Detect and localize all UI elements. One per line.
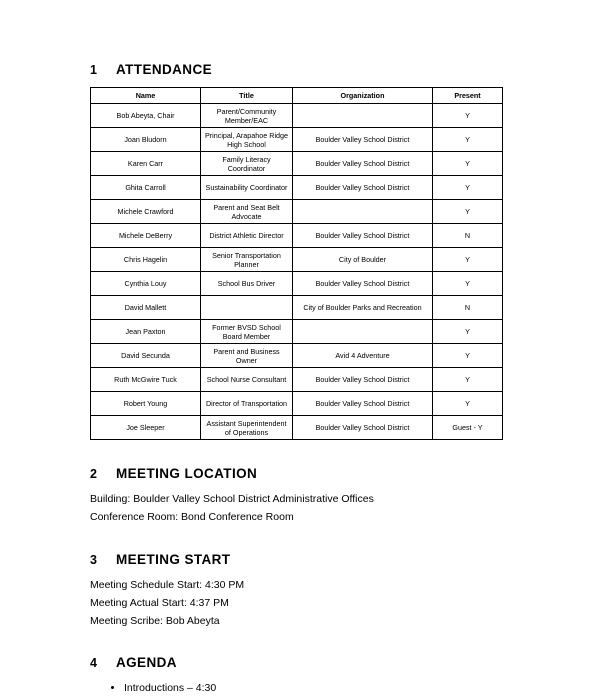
cell-present: Y: [433, 344, 503, 368]
table-row: [91, 296, 503, 320]
section-agenda: [90, 655, 522, 697]
section-title: ATTENDANCE: [116, 62, 212, 77]
column-header-name: Name: [91, 88, 201, 104]
table-row: [91, 176, 503, 200]
table-header-row: [91, 88, 503, 104]
cell-title: Director of Transportation: [201, 392, 293, 416]
cell-name: Michele DeBerry: [91, 224, 201, 248]
cell-present: Y: [433, 248, 503, 272]
cell-organization: Boulder Valley School District: [293, 152, 433, 176]
cell-present: Y: [433, 320, 503, 344]
cell-name: Robert Young: [91, 392, 201, 416]
table-row: [91, 320, 503, 344]
cell-organization: Boulder Valley School District: [293, 128, 433, 152]
section-heading-attendance: [90, 62, 522, 77]
cell-name: Jean Paxton: [91, 320, 201, 344]
cell-name: Ghita Carroll: [91, 176, 201, 200]
column-header-organization: Organization: [293, 88, 433, 104]
section-attendance: [90, 62, 522, 440]
cell-organization: City of Boulder: [293, 248, 433, 272]
section-number: 2: [90, 467, 98, 481]
cell-title: Assistant Superintendent of Operations: [201, 416, 293, 440]
column-header-present: Present: [433, 88, 503, 104]
cell-title: Sustainability Coordinator: [201, 176, 293, 200]
cell-organization: City of Boulder Parks and Recreation: [293, 296, 433, 320]
cell-title: School Nurse Consultant: [201, 368, 293, 392]
section-number: 1: [90, 63, 98, 77]
meeting-conference-room-line: Conference Room: Bond Conference Room: [90, 511, 294, 524]
table-row: [91, 344, 503, 368]
cell-present: Guest - Y: [433, 416, 503, 440]
cell-title: [201, 296, 293, 320]
cell-organization: Boulder Valley School District: [293, 176, 433, 200]
meeting-scribe-line: Meeting Scribe: Bob Abeyta: [90, 615, 220, 628]
cell-title: District Athletic Director: [201, 224, 293, 248]
cell-organization: Boulder Valley School District: [293, 392, 433, 416]
section-heading-meeting-location: [90, 466, 522, 481]
table-row: [91, 392, 503, 416]
cell-name: Cynthia Louy: [91, 272, 201, 296]
cell-name: David Secunda: [91, 344, 201, 368]
cell-title: Parent and Business Owner: [201, 344, 293, 368]
cell-title: Family Literacy Coordinator: [201, 152, 293, 176]
cell-organization: Boulder Valley School District: [293, 272, 433, 296]
table-row: [91, 104, 503, 128]
cell-title: Senior Transportation Planner: [201, 248, 293, 272]
table-row: [91, 152, 503, 176]
cell-present: Y: [433, 392, 503, 416]
cell-organization: [293, 320, 433, 344]
section-number: 4: [90, 656, 98, 671]
cell-name: Ruth McGwire Tuck: [91, 368, 201, 392]
cell-organization: Boulder Valley School District: [293, 416, 433, 440]
meeting-actual-start-line: Meeting Actual Start: 4:37 PM: [90, 596, 229, 609]
cell-title: Former BVSD School Board Member: [201, 320, 293, 344]
cell-present: N: [433, 224, 503, 248]
cell-organization: [293, 200, 433, 224]
cell-name: Chris Hagelin: [91, 248, 201, 272]
section-heading-meeting-start: [90, 552, 522, 567]
cell-name: David Mallett: [91, 296, 201, 320]
section-heading-agenda: [90, 655, 522, 670]
table-row: [91, 224, 503, 248]
cell-title: Parent and Seat Belt Advocate: [201, 200, 293, 224]
meeting-building-line: Building: Boulder Valley School District Administrative Offices: [90, 493, 374, 505]
meeting-schedule-start-line: Meeting Schedule Start: 4:30 PM: [90, 578, 245, 591]
section-meeting-location: [90, 466, 522, 526]
cell-name: Joan Bludorn: [91, 128, 201, 152]
table-row: [91, 200, 503, 224]
cell-organization: Boulder Valley School District: [293, 368, 433, 392]
cell-organization: [293, 104, 433, 128]
section-number: 3: [90, 552, 98, 567]
cell-present: N: [433, 296, 503, 320]
cell-present: Y: [433, 200, 503, 224]
cell-present: Y: [433, 128, 503, 152]
cell-present: Y: [433, 272, 503, 296]
section-title: AGENDA: [116, 655, 177, 671]
cell-title: Parent/Community Member/EAC: [201, 104, 293, 128]
section-meeting-start: [90, 552, 522, 630]
table-row: [91, 248, 503, 272]
cell-present: Y: [433, 152, 503, 176]
agenda-list: [90, 680, 522, 697]
cell-title: School Bus Driver: [201, 272, 293, 296]
table-row: [91, 416, 503, 440]
section-title: MEETING START: [116, 551, 231, 567]
cell-name: Karen Carr: [91, 152, 201, 176]
cell-name: Bob Abeyta, Chair: [91, 104, 201, 128]
list-item: • Introductions – 4:30: [124, 680, 522, 697]
section-title: MEETING LOCATION: [116, 466, 258, 481]
attendance-table: [90, 87, 503, 440]
table-row: [91, 128, 503, 152]
table-row: [91, 368, 503, 392]
cell-organization: Boulder Valley School District: [293, 224, 433, 248]
cell-present: Y: [433, 368, 503, 392]
table-row: [91, 272, 503, 296]
cell-organization: Avid 4 Adventure: [293, 344, 433, 368]
cell-name: Joe Sleeper: [91, 416, 201, 440]
cell-name: Michele Crawford: [91, 200, 201, 224]
cell-title: Principal, Arapahoe Ridge High School: [201, 128, 293, 152]
column-header-title: Title: [201, 88, 293, 104]
cell-present: Y: [433, 176, 503, 200]
cell-present: Y: [433, 104, 503, 128]
